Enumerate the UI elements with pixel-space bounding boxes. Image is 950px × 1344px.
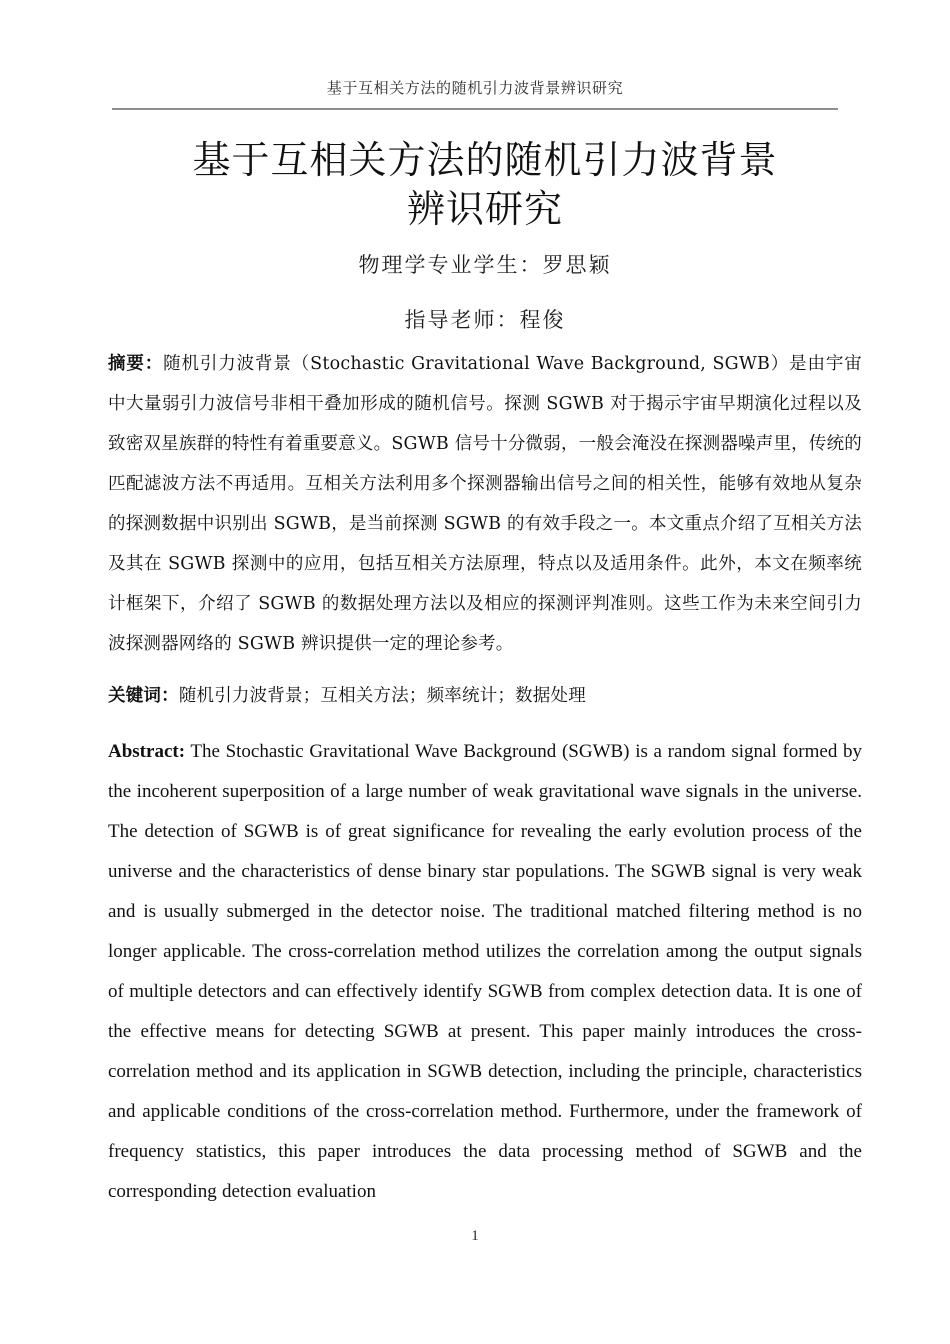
body-column [108,344,862,1212]
chinese-keywords-text: 随机引力波背景；互相关方法；频率统计；数据处理 [178,686,586,706]
english-abstract-label: Abstract: [108,741,186,762]
english-abstract-text: The Stochastic Gravitational Wave Background (SGWB) is a random signal formed by the incoherent superposition of a large number of weak gravitational wave signals in the universe. The detection of SGWB is of great significance for revealing the early evolution process of the universe and the characteristics of dense binary star populations. The SGWB signal is very weak and is usually submerged in the detector noise. The traditional matched filtering method is no longer applicable. The cross-correlation method utilizes the correlation among the output signals of multiple detectors and can effectively identify SGWB from complex detection data. It is one of the effective means for detecting SGWB at present. This paper mainly introduces the cross-correlation method and its application in SGWB detection, including the principle, characteristics and applicable conditions of the cross-correlation method. Furthermore, under the framework of frequency statistics, this paper introduces the data processing method of SGWB and the corresponding detection evaluation [108,741,862,1202]
chinese-keywords-label: 关键词： [108,686,179,706]
chinese-abstract [108,344,862,664]
chinese-abstract-label: 摘要： [108,354,164,374]
page-title [108,136,862,234]
running-header-title: 基于互相关方法的随机引力波背景辨识研究 [326,79,624,97]
chinese-abstract-text: 随机引力波背景（Stochastic Gravitational Wave Background, SGWB）是由宇宙中大量弱引力波信号非相干叠加形成的随机信号。探测 SGWB 对于揭示宇宙早期演化过程以及致密双星族群的特性有着重要意义。SGWB 信号十分微弱，一般会淹没在探测器噪声里，传统的匹配滤波方法不再适用。互相关方法利用多个探测器输出信号之间的相关性，能够有效地从复杂的探测数据中识别出 SGWB，是当前探测 SGWB 的有效手段之一。本文重点介绍了互相关方法及其在 SGWB 探测中的应用，包括互相关方法原理，特点以及适用条件。此外，本文在频率统计框架下，介绍了 SGWB 的数据处理方法以及相应的探测评判准则。这些工作为未来空间引力波探测器网络的 SGWB 辨识提供一定的理论参考。 [108,354,862,654]
page-title-line-2: 辨识研究 [406,187,563,231]
page-title-line-1: 基于互相关方法的随机引力波背景 [192,138,778,182]
advisor-line: 指导老师：程俊 [404,308,566,332]
english-abstract [108,732,862,1212]
page-number: 1 [471,1228,479,1244]
author-line: 物理学专业学生：罗思颖 [358,253,612,277]
header-divider [112,108,838,110]
chinese-keywords [108,676,862,716]
running-header [0,78,950,110]
